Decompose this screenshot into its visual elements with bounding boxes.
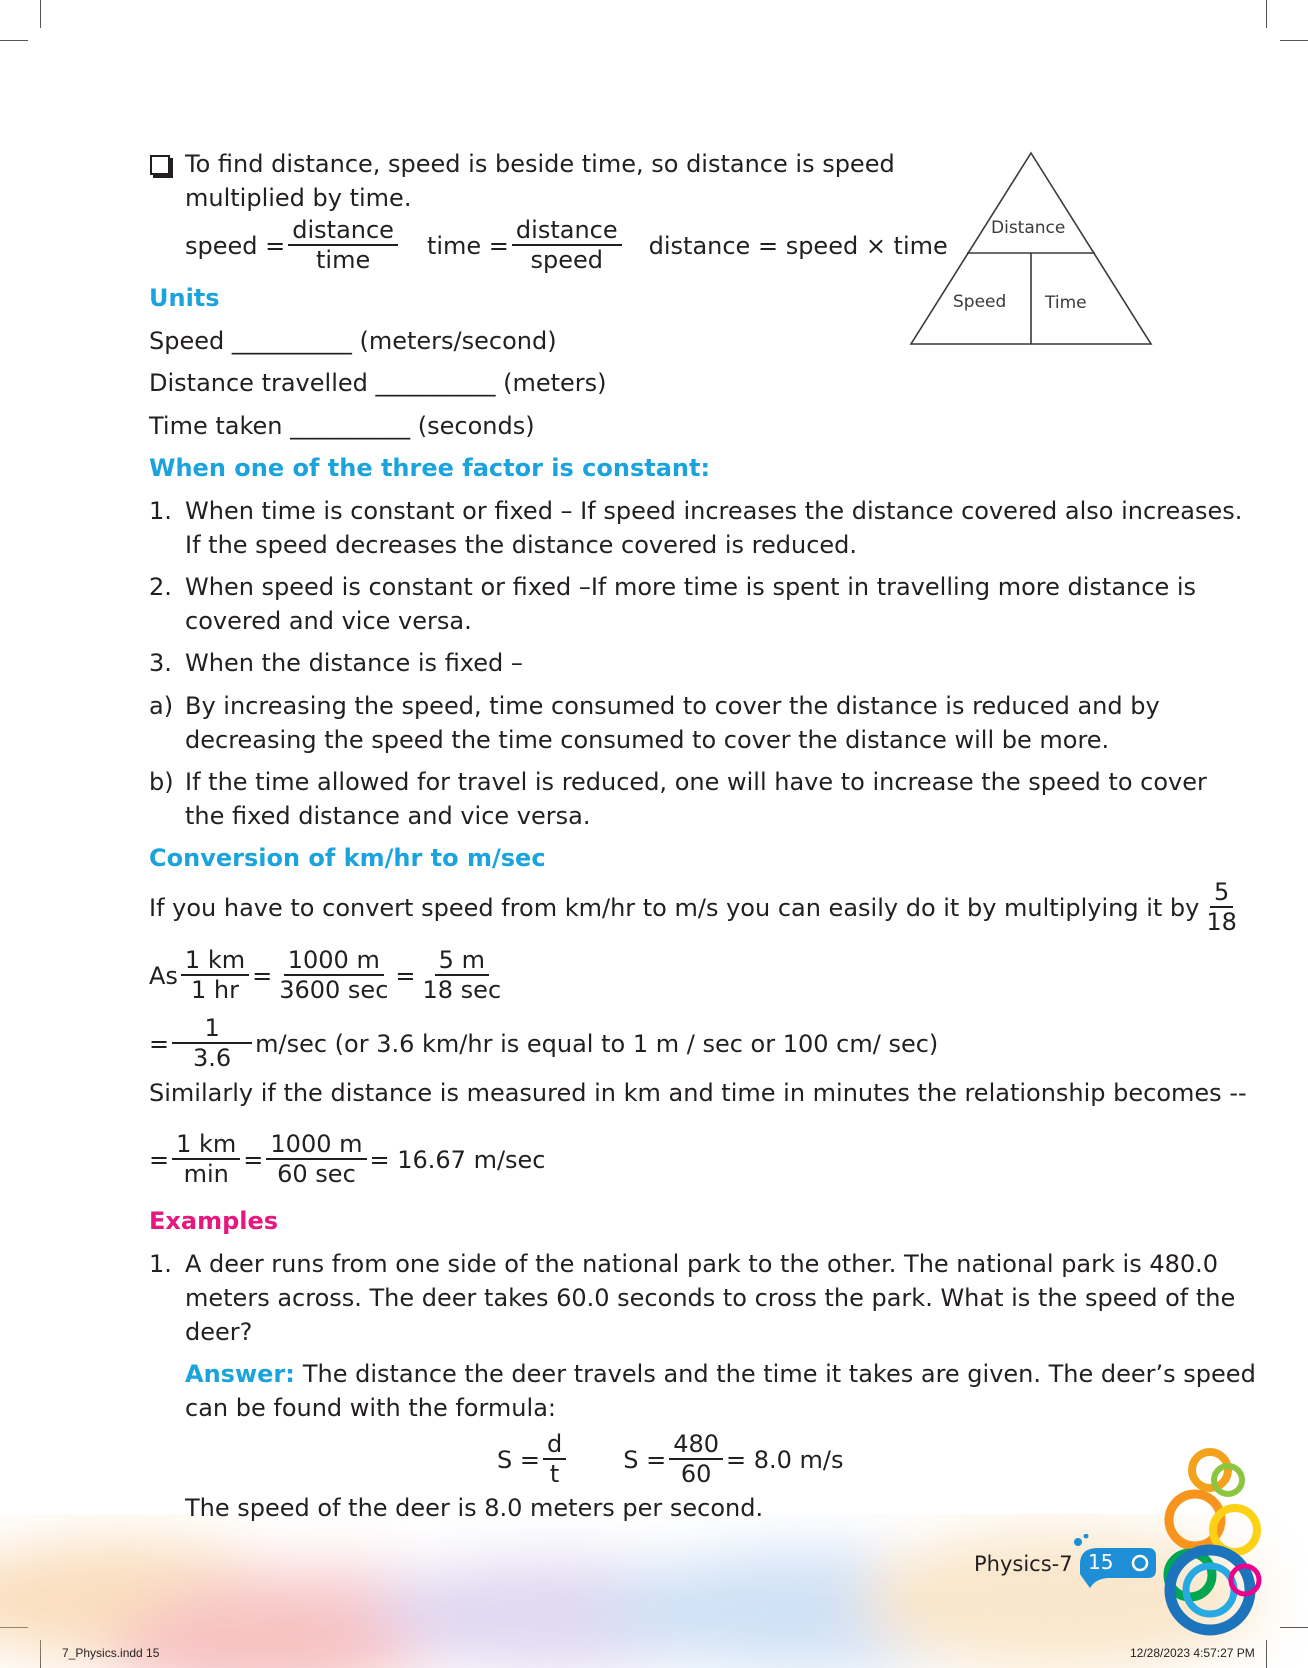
list-item-line: When the distance is fixed – — [185, 649, 523, 677]
fraction-denominator: min — [183, 1160, 229, 1189]
conversion-intro-row — [149, 880, 1244, 935]
example-question-line: meters across. The deer takes 60.0 seconds to cross the park. What is the speed of the — [185, 1284, 1236, 1312]
crop-mark — [1280, 40, 1308, 41]
example-conclusion: The speed of the deer is 8.0 meters per second. — [185, 1494, 764, 1522]
s1-lhs: S = — [497, 1445, 540, 1474]
conversion-equation-2 — [149, 1016, 938, 1071]
book-name: Physics-7 — [974, 1552, 1073, 1576]
page-number: 15 — [1088, 1550, 1114, 1574]
fraction-numerator: 1 — [172, 1016, 252, 1044]
formula-row — [185, 218, 948, 273]
fraction-denominator: 3.6 — [193, 1044, 232, 1073]
answer-line-1 — [185, 1358, 1256, 1390]
fraction-denominator: speed — [530, 246, 604, 275]
fraction-numerator: 1000 m — [266, 1132, 366, 1160]
units-distance: Distance travelled __________ (meters) — [149, 369, 607, 397]
units-time: Time taken __________ (seconds) — [149, 412, 535, 440]
example-question-line: A deer runs from one side of the national park to the other. The national park is 480.0 — [185, 1250, 1219, 1278]
list-item-line: If the time allowed for travel is reduced, one will have to increase the speed to cover — [185, 768, 1207, 796]
fraction — [172, 1016, 252, 1071]
list-item-line: When time is constant or fixed – If speed increases the distance covered also increases. — [185, 497, 1243, 525]
crop-mark — [1266, 0, 1267, 28]
fraction-numerator: 1 km — [172, 1132, 240, 1160]
fraction-denominator: time — [315, 246, 371, 275]
fraction-numerator: d — [543, 1432, 566, 1460]
list-item-line: By increasing the speed, time consumed to cover the distance is reduced and by — [185, 692, 1160, 720]
answer-formulas — [497, 1432, 844, 1487]
example-question-line: deer? — [185, 1318, 253, 1346]
conversion-result: = 16.67 m/sec — [369, 1145, 546, 1174]
as-label: As — [149, 961, 178, 990]
fraction-numerator: distance — [512, 218, 622, 246]
formula-speed-fraction — [288, 218, 398, 273]
footer-timestamp: 12/28/2023 4:57:27 PM — [1130, 1646, 1255, 1660]
fraction — [172, 1132, 240, 1187]
equals-sign: = — [149, 1145, 170, 1174]
fraction — [419, 948, 506, 1003]
answer-text: The distance the deer travels and the time it takes are given. The deer’s speed — [302, 1360, 1256, 1388]
crop-mark — [0, 40, 28, 41]
conversion-text: If you have to convert speed from km/hr to m/s you can easily do it by multiplying it by — [149, 893, 1200, 922]
equals-sign: = — [243, 1145, 264, 1174]
list-item-line: When speed is constant or fixed –If more time is spent in travelling more distance is — [185, 573, 1197, 601]
answer-label: Answer: — [185, 1360, 295, 1388]
units-speed: Speed __________ (meters/second) — [149, 327, 557, 355]
list-marker: a) — [149, 692, 174, 720]
fraction-numerator: distance — [288, 218, 398, 246]
footer-file-info: 7_Physics.indd 15 — [62, 1646, 160, 1660]
list-marker: 2. — [149, 573, 172, 601]
formula-distance: distance = speed × time — [648, 231, 948, 260]
examples-heading: Examples — [149, 1207, 279, 1235]
fraction-numerator: 5 — [1210, 880, 1233, 908]
intro-line-1: To find distance, speed is beside time, so distance is speed — [185, 150, 895, 178]
checkbox-bullet-icon — [150, 155, 170, 175]
list-marker: b) — [149, 768, 174, 796]
formula-speed-lhs: speed = — [185, 231, 286, 260]
list-marker: 3. — [149, 649, 172, 677]
crop-mark — [40, 0, 41, 28]
similarly-line: Similarly if the distance is measured in km and time in minutes the relationship becomes -- — [149, 1079, 1247, 1107]
fraction-numerator: 1 km — [181, 948, 249, 976]
intro-line-2: multiplied by time. — [185, 184, 412, 212]
units-heading: Units — [149, 284, 220, 312]
conversion-tail: m/sec (or 3.6 km/hr is equal to 1 m / sec or 100 cm/ sec) — [255, 1029, 939, 1058]
fraction-denominator: t — [549, 1460, 560, 1489]
list-item-line: decreasing the speed the time consumed to cover the distance will be more. — [185, 726, 1110, 754]
fraction — [669, 1432, 723, 1487]
list-item-line: the fixed distance and vice versa. — [185, 802, 591, 830]
equals-sign: = — [252, 961, 273, 990]
fraction — [543, 1432, 566, 1487]
formula-time-fraction — [512, 218, 622, 273]
fraction — [275, 948, 392, 1003]
equals-sign: = — [149, 1029, 170, 1058]
formula-time-lhs: time = — [426, 231, 509, 260]
list-item-line: covered and vice versa. — [185, 607, 472, 635]
list-marker: 1. — [149, 1250, 172, 1278]
list-marker: 1. — [149, 497, 172, 525]
fraction-numerator: 5 m — [435, 948, 489, 976]
conversion-heading: Conversion of km/hr to m/sec — [149, 844, 546, 872]
fraction-denominator: 1 hr — [191, 976, 239, 1005]
triangle-label-distance: Distance — [991, 218, 1066, 238]
page-badge-icon — [1070, 1534, 1160, 1594]
s2-result: = 8.0 m/s — [726, 1445, 844, 1474]
fraction-denominator: 60 sec — [277, 1160, 356, 1189]
fraction — [181, 948, 249, 1003]
conversion-equation-1 — [149, 948, 508, 1003]
fraction — [266, 1132, 366, 1187]
equals-sign: = — [395, 961, 416, 990]
fraction-numerator: 1000 m — [284, 948, 384, 976]
s2-lhs: S = — [623, 1445, 667, 1474]
triangle-label-speed: Speed — [953, 292, 1007, 312]
conversion-equation-3 — [149, 1132, 546, 1187]
fraction-denominator: 18 — [1206, 908, 1237, 937]
fraction-denominator: 18 sec — [422, 976, 502, 1005]
fraction-denominator: 60 — [680, 1460, 712, 1489]
fraction-numerator: 480 — [669, 1432, 723, 1460]
decorative-rings — [1150, 1430, 1290, 1650]
conversion-factor-fraction — [1202, 880, 1241, 935]
list-item-line: If the speed decreases the distance covered is reduced. — [185, 531, 858, 559]
constant-heading: When one of the three factor is constant: — [149, 454, 711, 482]
fraction-denominator: 3600 sec — [279, 976, 389, 1005]
answer-line-2: can be found with the formula: — [185, 1394, 556, 1422]
triangle-label-time: Time — [1045, 293, 1087, 313]
